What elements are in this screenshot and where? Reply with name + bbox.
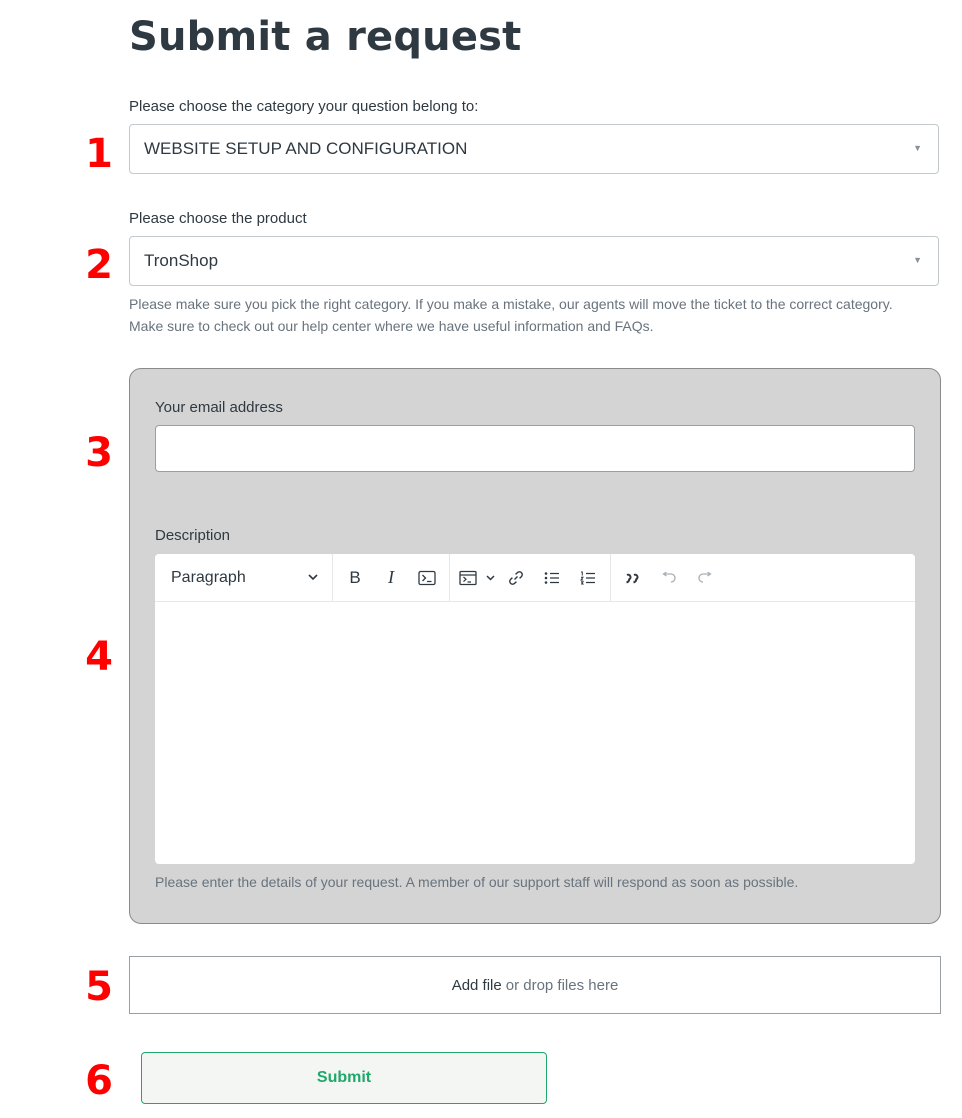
add-file-link[interactable]: Add file <box>451 976 502 994</box>
chevron-down-icon[interactable] <box>482 560 498 596</box>
format-select-value: Paragraph <box>171 568 246 586</box>
product-select-value: TronShop <box>144 251 219 270</box>
description-textarea[interactable] <box>155 602 915 864</box>
submit-button[interactable]: Submit <box>141 1052 547 1104</box>
category-select-value: WEBSITE SETUP AND CONFIGURATION <box>144 139 468 158</box>
bulleted-list-icon[interactable] <box>534 560 570 596</box>
description-editor <box>155 554 915 864</box>
request-details-panel <box>129 368 941 924</box>
description-hint: Please enter the details of your request. A member of our support staff will respond as soon as possible. <box>155 874 799 890</box>
attachment-dropzone[interactable] <box>129 956 941 1014</box>
toolbar-group-text <box>333 554 450 601</box>
chevron-down-icon <box>308 572 318 584</box>
email-input[interactable] <box>155 425 915 472</box>
blockquote-icon[interactable] <box>615 560 651 596</box>
format-select[interactable] <box>155 554 333 601</box>
toolbar-group-insert <box>450 554 611 601</box>
category-label: Please choose the category your question belong to: <box>129 98 479 115</box>
description-label: Description <box>155 527 231 544</box>
annotation-marker-4: 4 <box>85 634 113 680</box>
annotation-marker-6: 6 <box>85 1058 113 1104</box>
product-hint: Please make sure you pick the right category. If you make a mistake, our agents will move the ticket to the correct category. Make sure to check out our help center where we have useful information and FAQs. <box>129 296 893 334</box>
redo-icon[interactable] <box>687 560 723 596</box>
inline-code-icon[interactable] <box>409 560 445 596</box>
annotation-marker-2: 2 <box>85 242 113 288</box>
link-icon[interactable] <box>498 560 534 596</box>
annotation-marker-3: 3 <box>85 430 113 476</box>
page-title: Submit a request <box>129 14 522 60</box>
drop-files-text: or drop files here <box>505 976 619 994</box>
bold-icon[interactable]: B <box>349 567 361 587</box>
dropdown-caret-icon: ▼ <box>913 143 922 153</box>
dropdown-caret-icon: ▼ <box>913 255 922 265</box>
product-select[interactable] <box>129 236 939 286</box>
numbered-list-icon[interactable] <box>570 560 606 596</box>
annotation-marker-1: 1 <box>85 131 113 177</box>
italic-icon[interactable]: I <box>388 567 394 587</box>
category-select[interactable] <box>129 124 939 174</box>
email-label: Your email address <box>155 399 283 416</box>
undo-icon[interactable] <box>651 560 687 596</box>
product-label: Please choose the product <box>129 210 307 227</box>
code-block-icon[interactable] <box>454 560 482 596</box>
annotation-marker-5: 5 <box>85 964 113 1010</box>
editor-toolbar <box>155 554 915 602</box>
toolbar-group-history <box>611 554 727 601</box>
